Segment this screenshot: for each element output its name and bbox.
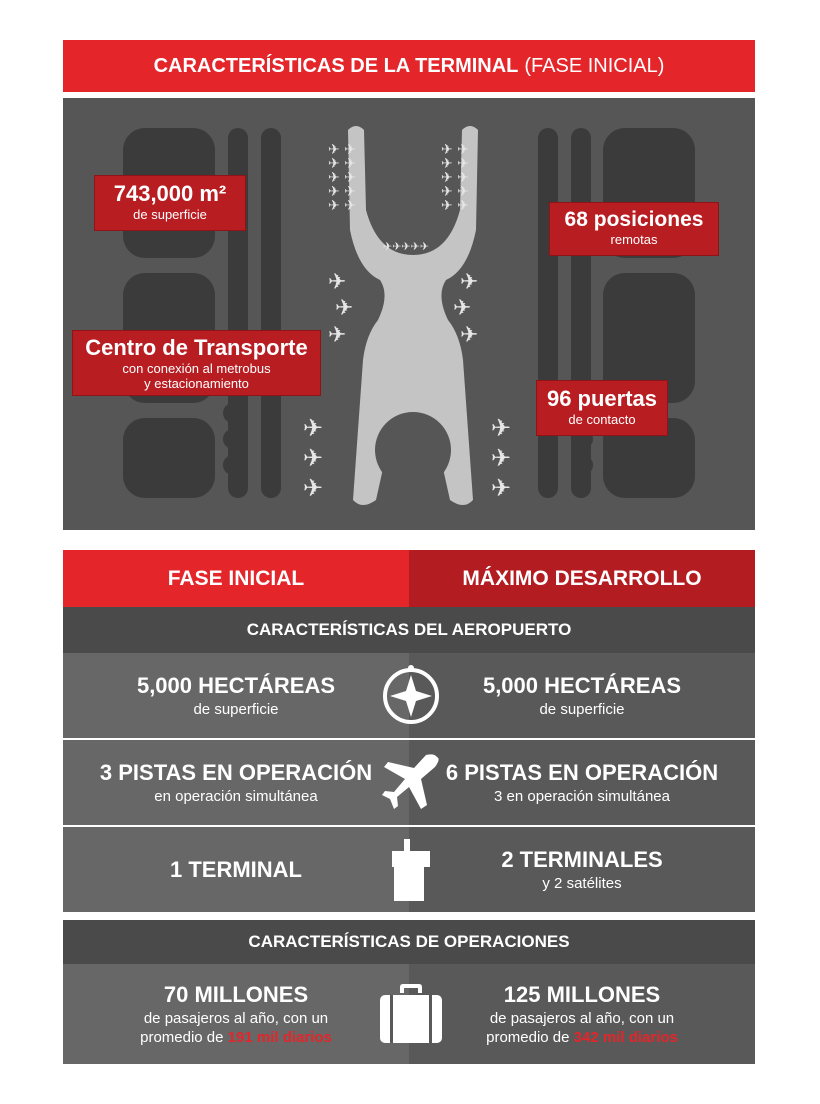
plane-cluster-left-mid: ✈ ✈ ✈ [328, 270, 354, 348]
passengers-right-line2 [486, 1029, 678, 1046]
row-terminals-left [63, 827, 409, 912]
left-marker-2 [223, 429, 243, 449]
operations-section-title: CARACTERÍSTICAS DE OPERACIONES [63, 920, 755, 964]
terminal-title-banner [63, 40, 755, 92]
comparison-header [63, 550, 755, 607]
plane-cluster-left-top: ✈ ✈ ✈ ✈ ✈ ✈ ✈ ✈ ✈ ✈ [328, 142, 356, 214]
plane-cluster-left-bottom: ✈ ✈ ✈ [303, 414, 324, 502]
surface-label [95, 176, 245, 230]
gates-caption: de contacto [568, 412, 636, 427]
transport-caption-2: y estacionamiento [144, 376, 249, 391]
header-fase-inicial: FASE INICIAL [63, 550, 409, 607]
control-tower-icon [376, 827, 446, 912]
passengers-right-value: 125 MILLONES [503, 982, 661, 1007]
terminal-map [63, 98, 755, 530]
row-surface-left [63, 653, 409, 738]
passengers-left-value: 70 MILLONES [163, 982, 309, 1007]
row-runways-left [63, 740, 409, 825]
passengers-right-prefix: promedio de [486, 1029, 570, 1046]
row-runways-left-value: 3 PISTAS EN OPERACIÓN [99, 760, 373, 785]
left-apron-block-bottom [123, 418, 215, 498]
header-maximo-desarrollo: MÁXIMO DESARROLLO [409, 550, 755, 607]
plane-cluster-right-top: ✈ ✈ ✈ ✈ ✈ ✈ ✈ ✈ ✈ ✈ [441, 142, 469, 214]
row-runways-left-caption: en operación simultánea [154, 788, 318, 805]
passengers-right-daily: 342 mil diarios [573, 1029, 678, 1046]
row-runways-right-caption: 3 en operación simultánea [494, 788, 670, 805]
gates-label [537, 381, 667, 435]
plane-cluster-right-mid: ✈ ✈ ✈ [453, 270, 479, 348]
passengers-right-line1: de pasajeros al año, con un [489, 1010, 675, 1027]
row-terminals-right-value: 2 TERMINALES [501, 847, 663, 872]
passengers-left-line2 [140, 1029, 332, 1046]
passengers-left-line1: de pasajeros al año, con un [143, 1010, 329, 1027]
plane-cluster-right-bottom: ✈ ✈ ✈ [491, 414, 512, 502]
row-surface-left-value: 5,000 HECTÁREAS [136, 673, 336, 698]
row-runways-right-value: 6 PISTAS EN OPERACIÓN [445, 760, 719, 785]
terminal-title-phase: (FASE INICIAL) [524, 54, 665, 77]
surface-value: 743,000 m² [113, 181, 227, 206]
transport-title: Centro de Transporte [85, 335, 308, 360]
row-terminals-right [409, 827, 755, 912]
row-surface-right [409, 653, 755, 738]
terminal-title: CARACTERÍSTICAS DE LA TERMINAL [153, 54, 519, 77]
row-terminals-left-value: 1 TERMINAL [170, 856, 302, 882]
positions-value: 68 posiciones [564, 208, 704, 231]
right-marker-3 [573, 455, 593, 475]
passengers-left-prefix: promedio de [140, 1029, 224, 1046]
positions-caption: remotas [610, 232, 658, 247]
airport-section-title: CARACTERÍSTICAS DEL AEROPUERTO [63, 607, 755, 653]
row-runways-right [409, 740, 755, 825]
row-passengers-right [409, 964, 755, 1064]
transport-caption-1: con conexión al metrobus [122, 361, 271, 376]
right-runway-inner [538, 128, 558, 498]
suitcase-icon [376, 964, 446, 1064]
row-passengers-left [63, 964, 409, 1064]
row-surface-right-caption: de superficie [539, 701, 625, 718]
row-surface-right-value: 5,000 HECTÁREAS [482, 673, 682, 698]
surface-caption: de superficie [133, 207, 207, 222]
transport-label [73, 331, 320, 395]
positions-label [550, 203, 718, 255]
row-surface-left-caption: de superficie [193, 701, 279, 718]
left-runway-outer [261, 128, 281, 498]
left-marker-3 [223, 455, 243, 475]
compass-icon [376, 653, 446, 738]
row-terminals-right-caption: y 2 satélites [542, 875, 622, 892]
plane-cluster-center: ✈✈✈✈✈ [383, 240, 430, 253]
passengers-left-daily: 191 mil diarios [227, 1029, 332, 1046]
gates-value: 96 puertas [546, 386, 658, 411]
left-marker-1 [223, 403, 243, 423]
airplane-icon [376, 740, 446, 825]
